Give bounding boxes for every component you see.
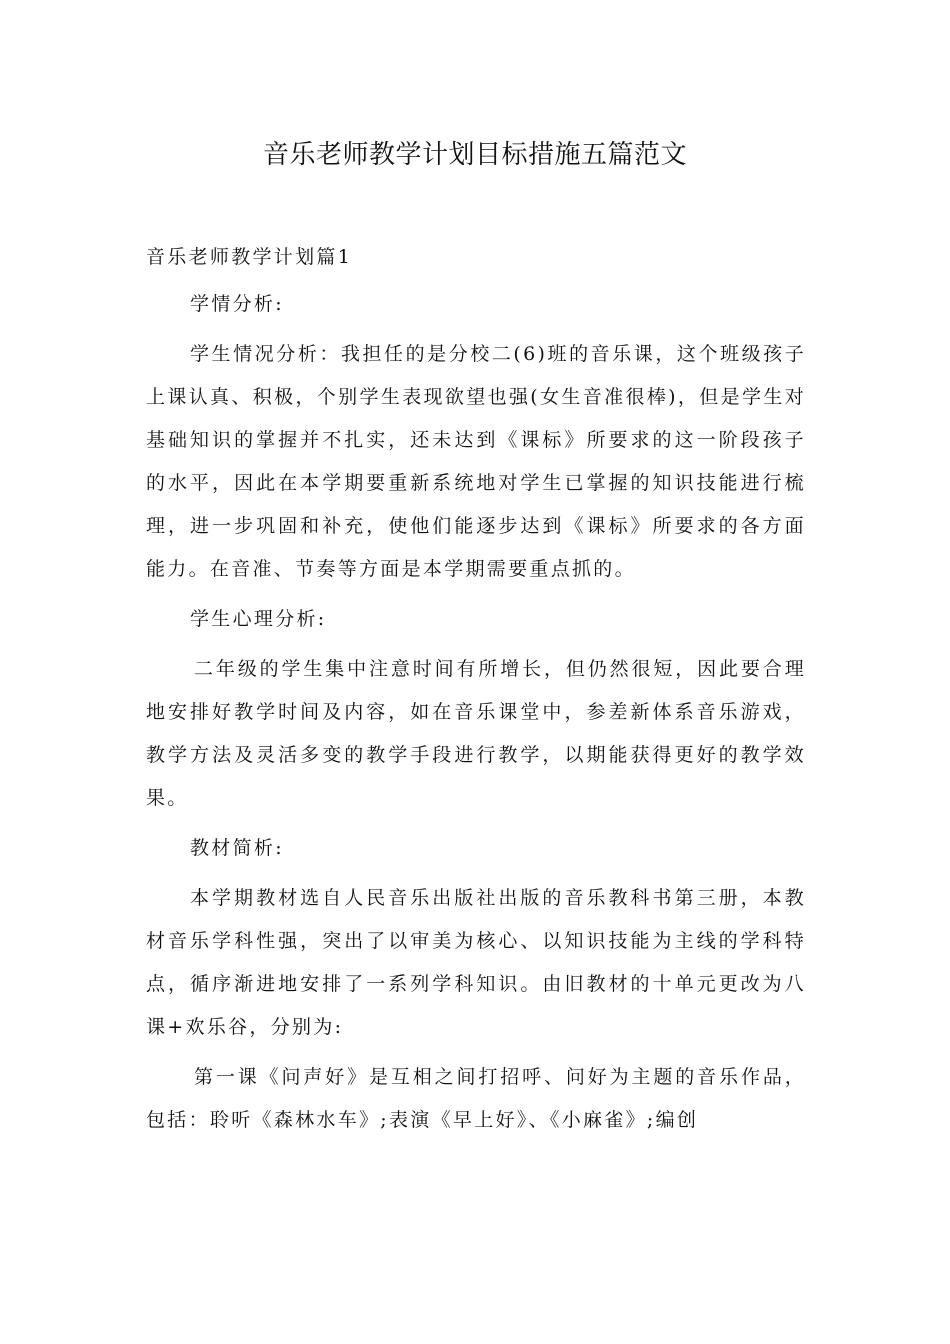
- paragraph-lesson-one: 第一课《问声好》是互相之间打招呼、问好为主题的音乐作品，包括：聆听《森林水车》;表演《早上好》、《小麻雀》;编创: [146, 1066, 806, 1131]
- paragraph-student-situation: 学生情况分析：我担任的是分校二(6)班的音乐课，这个班级孩子上课认真、积极，个别学生表现欲望也强(女生音准很棒)，但是学生对基础知识的掌握并不扎实，还未达到《课标》所要求的这一阶段孩子的水平，因此在本学期要重新系统地对学生已掌握的知识技能进行梳理，进一步巩固和补充，使他们能逐步达到《课标》所要求的各方面能力。在音准、节奏等方面是本学期需要重点抓的。: [146, 343, 806, 580]
- paragraph-textbook-analysis: 本学期教材选自人民音乐出版社出版的音乐教科书第三册，本教材音乐学科性强，突出了以审美为核心、以知识技能为主线的学科特点，循序渐进地安排了一系列学科知识。由旧教材的十单元更改为八课+欢乐谷，分别为:: [146, 887, 806, 1038]
- subheading-learning-analysis: 学情分析:: [190, 293, 284, 315]
- subheading-textbook-analysis: 教材简析:: [190, 837, 284, 859]
- section-heading: 音乐老师教学计划篇1: [146, 246, 353, 268]
- subheading-student-psychology: 学生心理分析:: [190, 608, 327, 630]
- document-body: [146, 236, 806, 1149]
- paragraph-student-psychology: 二年级的学生集中注意时间有所增长，但仍然很短，因此要合理地安排好教学时间及内容，如在音乐课堂中，参差新体系音乐游戏，教学方法及灵活多变的教学手段进行教学，以期能获得更好的教学效果。: [146, 658, 806, 809]
- document-title: 音乐老师教学计划目标措施五篇范文: [262, 140, 687, 170]
